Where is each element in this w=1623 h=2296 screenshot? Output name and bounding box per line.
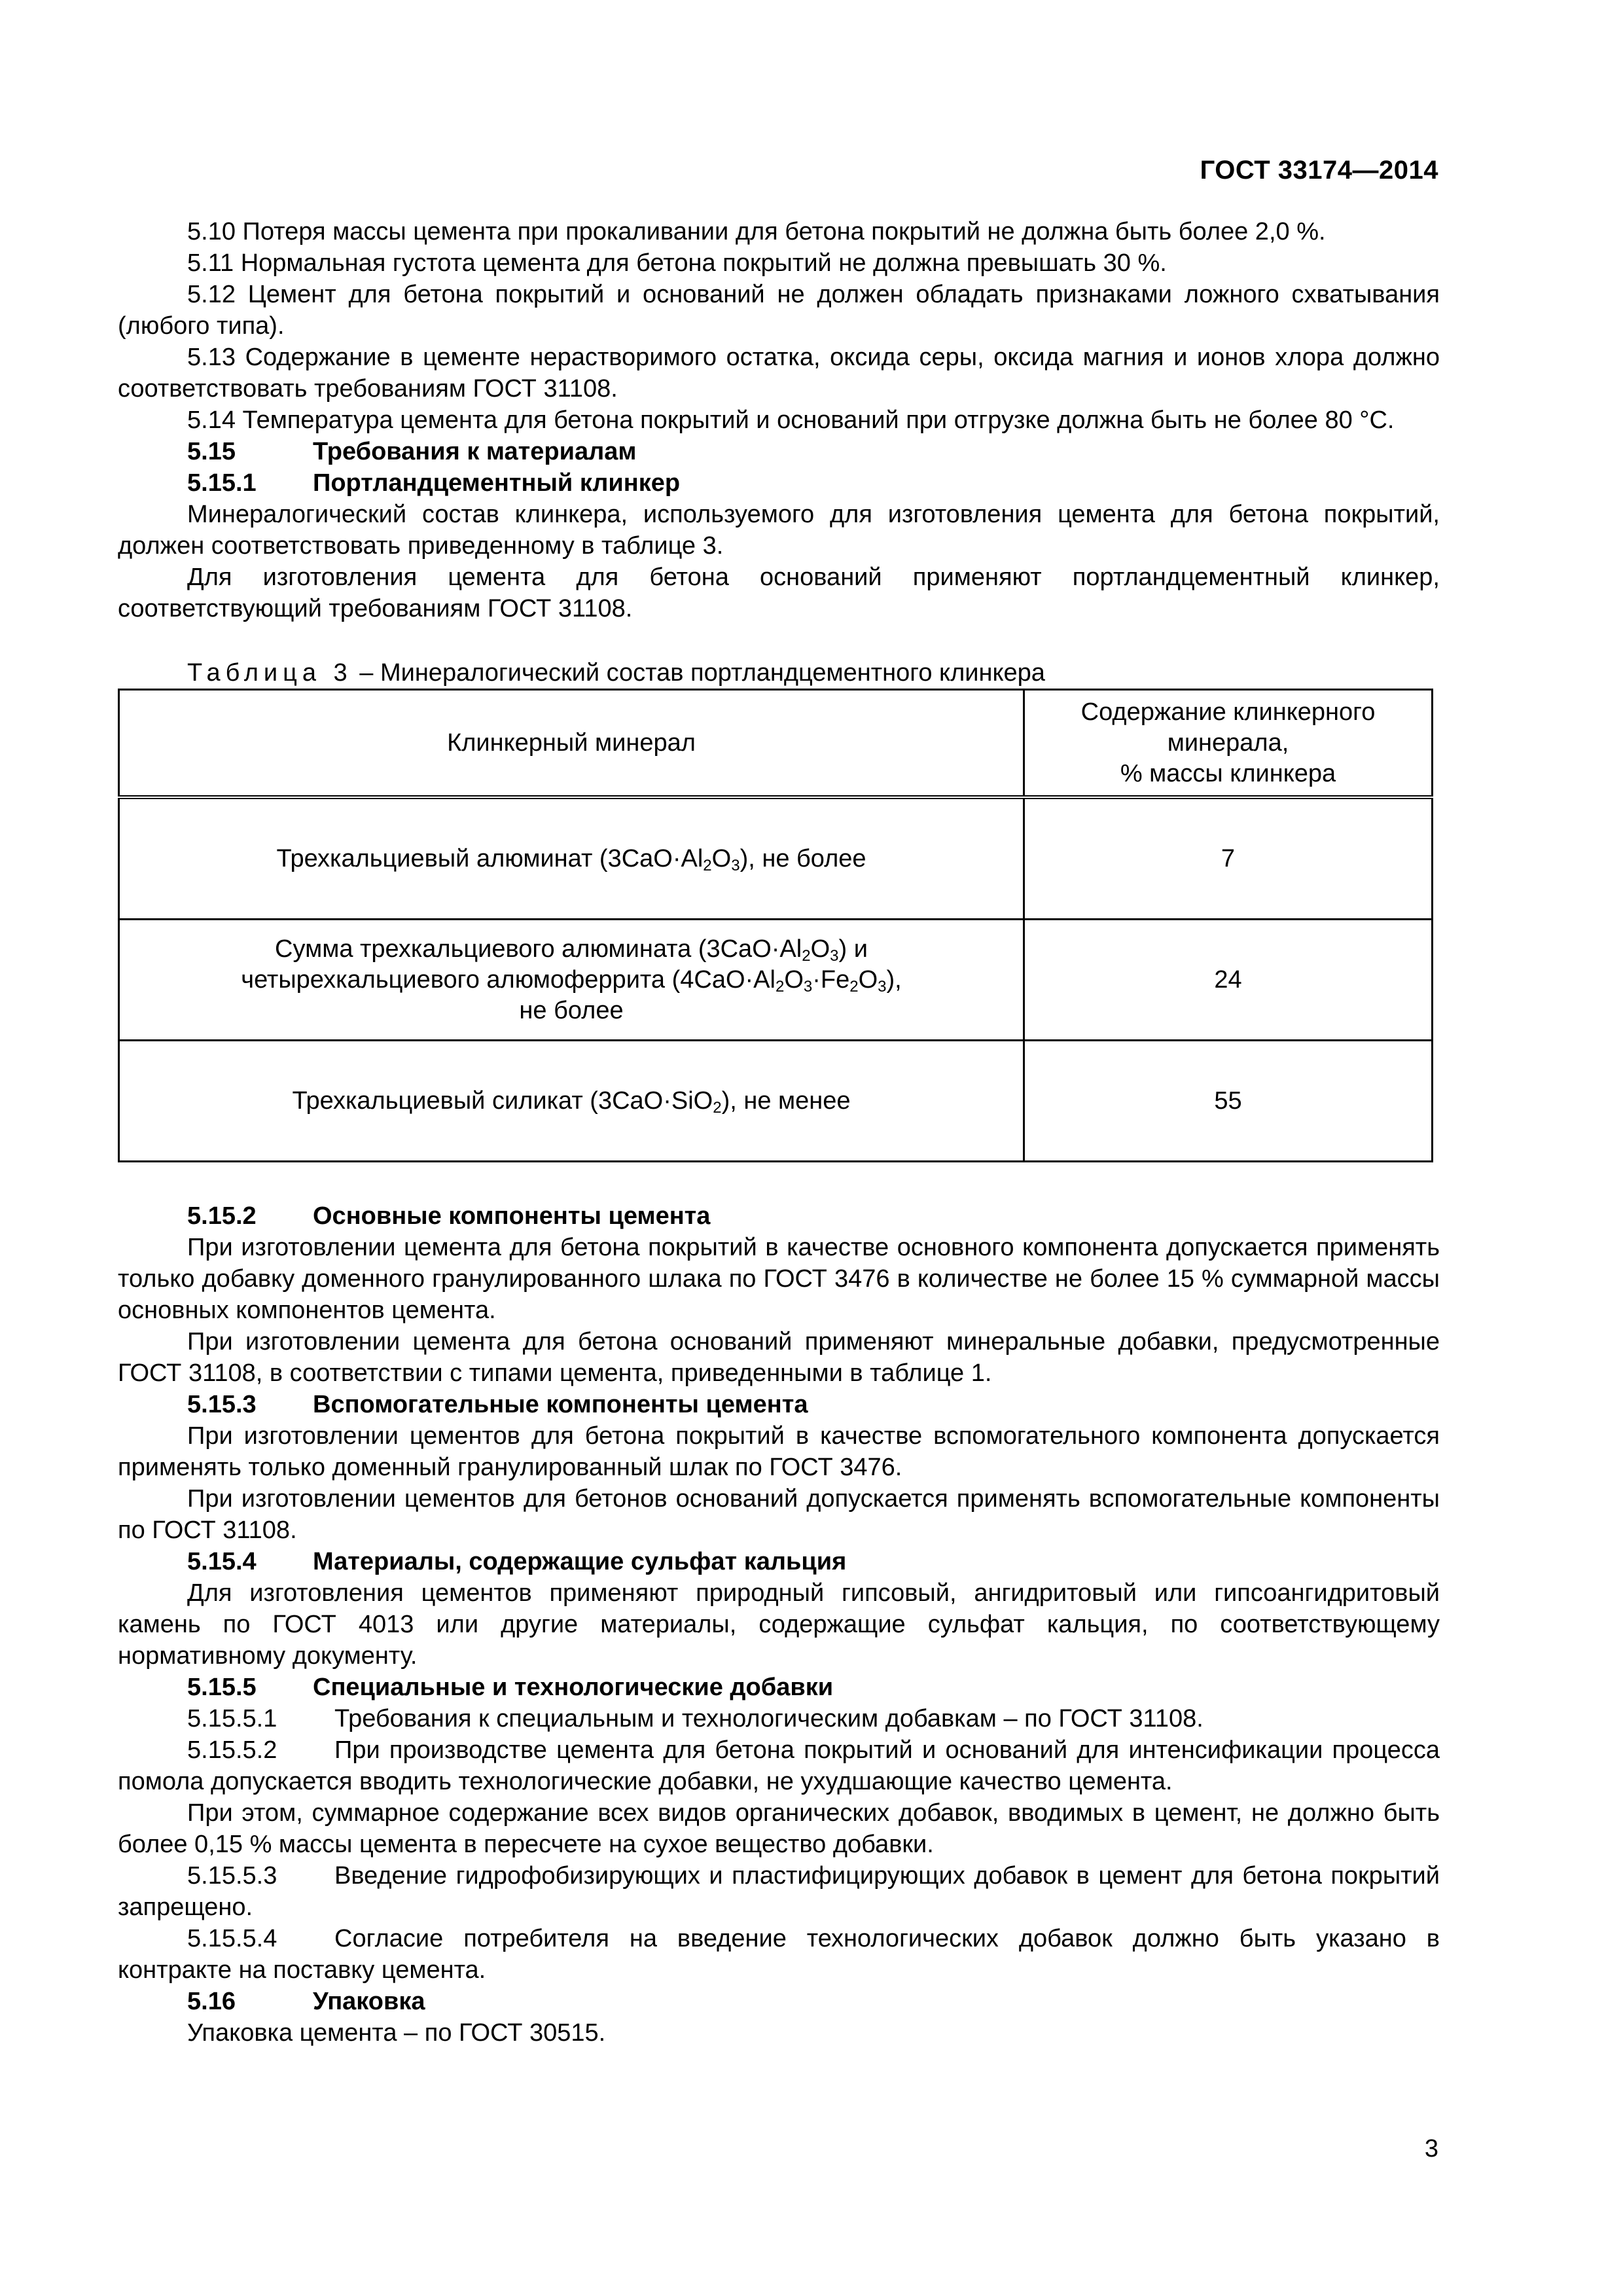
heading-number: 5.15.5 — [187, 1674, 257, 1701]
clause-5-15-5-1 — [118, 1703, 1440, 1734]
table-3-caption — [118, 657, 1440, 689]
clause-number: 5.15.5.2 — [187, 1736, 277, 1764]
table-cell-value: 7 — [1024, 797, 1433, 920]
heading-title: Требования к материалам — [313, 438, 637, 465]
clause-5-16: Упаковка цемента – по ГОСТ 30515. — [187, 2019, 606, 2047]
clause-5-15-1-a: Минералогический состав клинкера, используемого для изготовления цемента для бетона покрытий, должен соответствовать приведенному в таблице 3. — [118, 501, 1440, 560]
table-cell-mineral: Трехкальциевый алюминат $(3CaO\cdot Al_2O_3)$, не более — [119, 797, 1024, 920]
clause-5-15-5-4 — [118, 1923, 1440, 1986]
heading-number: 5.16 — [187, 1988, 236, 2015]
heading-title: Вспомогательные компоненты цемента — [313, 1391, 808, 1418]
table-header-content — [1024, 690, 1433, 798]
heading-5-15-3 — [118, 1389, 1440, 1420]
heading-5-15-2 — [118, 1200, 1440, 1232]
clause-5-13: 5.13 Содержание в цементе нерастворимого остатка, оксида серы, оксида магния и ионов хлора должно соответствовать требованиям ГОСТ 31108. — [118, 344, 1440, 403]
heading-title: Портландцементный клинкер — [313, 469, 681, 497]
clause-5-15-3-b: При изготовлении цементов для бетонов оснований допускается применять вспомогательные компоненты по ГОСТ 31108. — [118, 1485, 1440, 1544]
heading-title: Упаковка — [313, 1988, 425, 2015]
clause-5-15-2-b: При изготовлении цемента для бетона оснований применяют минеральные добавки, предусмотренные ГОСТ 31108, в соответствии с типами цемента, приведенными в таблице 1. — [118, 1328, 1440, 1387]
clause-5-15-1-b: Для изготовления цемента для бетона оснований применяют портландцементный клинкер, соответствующий требованиям ГОСТ 31108. — [118, 564, 1440, 622]
page-content — [118, 216, 1440, 2049]
clause-5-15-3-a: При изготовлении цементов для бетона покрытий в качестве вспомогательного компонента допускается применять только доменный гранулированный шлак по ГОСТ 3476. — [118, 1422, 1440, 1481]
table-cell-mineral: Сумма трехкальциевого алюмината $(3CaO\cdot Al_2O_3)$ и четырехкальциевого алюмоферрита $(4CaO\cdot Al_2O_3\cdot Fe_2O_3)$, не более — [119, 920, 1024, 1041]
table-header-mineral: Клинкерный минерал — [119, 690, 1024, 798]
heading-title: Материалы, содержащие сульфат кальция — [313, 1548, 847, 1575]
heading-number: 5.15 — [187, 438, 236, 465]
heading-number: 5.15.2 — [187, 1202, 257, 1230]
clause-text: Введение гидрофобизирующих и пластифицирующих добавок в цемент для бетона покрытий запрещено. — [118, 1862, 1440, 1921]
table-row — [119, 797, 1433, 920]
table-caption-text: – Минералогический состав портландцементного клинкера — [359, 659, 1045, 687]
table-row — [119, 920, 1433, 1041]
table-caption-label: Таблица 3 — [187, 659, 353, 687]
table-cell-mineral: Трехкальциевый силикат (3CaO·SiO$_2$), не менее — [119, 1041, 1024, 1162]
heading-5-15 — [118, 436, 1440, 467]
table-header-row — [119, 690, 1433, 798]
clause-5-10: 5.10 Потеря массы цемента при прокаливании для бетона покрытий не должна быть более 2,0 %. — [187, 218, 1326, 245]
table-cell-value: 55 — [1024, 1041, 1433, 1162]
clause-5-15-4: Для изготовления цементов применяют природный гипсовый, ангидритовый или гипсоангидритовый камень по ГОСТ 4013 или другие материалы, содержащие сульфат кальция, по соответствующему нормативному документу. — [118, 1579, 1440, 1670]
heading-5-16 — [118, 1986, 1440, 2017]
clause-text: Согласие потребителя на введение технологических добавок должно быть указано в контракте на поставку цемента. — [118, 1925, 1440, 1984]
clause-5-12: 5.12 Цемент для бетона покрытий и оснований не должен обладать признаками ложного схватывания (любого типа). — [118, 281, 1440, 340]
heading-5-15-5 — [118, 1672, 1440, 1703]
heading-number: 5.15.1 — [187, 469, 257, 497]
clause-5-15-5-2 — [118, 1734, 1440, 1797]
page-number: 3 — [1424, 2135, 1438, 2162]
document-header-id: ГОСТ 33174—2014 — [1200, 156, 1438, 185]
clause-5-14: 5.14 Температура цемента для бетона покрытий и оснований при отгрузке должна быть не более 80 °С. — [187, 406, 1395, 434]
clause-number: 5.15.5.3 — [187, 1862, 277, 1890]
header-line-1: Содержание клинкерного — [1080, 698, 1376, 726]
header-line-3: % массы клинкера — [1120, 759, 1336, 787]
heading-5-15-1 — [118, 467, 1440, 499]
clause-5-15-5-2-b: При этом, суммарное содержание всех видов органических добавок, вводимых в цемент, не должно быть более 0,15 % массы цемента в пересчете на сухое вещество добавки. — [118, 1799, 1440, 1858]
heading-number: 5.15.4 — [187, 1548, 257, 1575]
clause-text: При производстве цемента для бетона покрытий и оснований для интенсификации процесса помола допускается вводить технологические добавки, не ухудшающие качество цемента. — [118, 1736, 1440, 1795]
clause-5-11: 5.11 Нормальная густота цемента для бетона покрытий не должна превышать 30 %. — [187, 249, 1167, 277]
heading-5-15-4 — [118, 1546, 1440, 1577]
table-cell-value: 24 — [1024, 920, 1433, 1041]
clause-number: 5.15.5.1 — [187, 1705, 277, 1732]
heading-title: Специальные и технологические добавки — [313, 1674, 834, 1701]
clause-5-15-5-3 — [118, 1860, 1440, 1923]
table-row — [119, 1041, 1433, 1162]
table-3 — [118, 689, 1433, 1162]
heading-number: 5.15.3 — [187, 1391, 257, 1418]
clause-text: Требования к специальным и технологическим добавкам – по ГОСТ 31108. — [334, 1705, 1204, 1732]
heading-title: Основные компоненты цемента — [313, 1202, 711, 1230]
clause-5-15-2-a: При изготовлении цемента для бетона покрытий в качестве основного компонента допускается применять только добавку доменного гранулированного шлака по ГОСТ 3476 в количестве не более 15 % суммарной массы основных компонентов цемента. — [118, 1234, 1440, 1324]
clause-number: 5.15.5.4 — [187, 1925, 277, 1952]
header-line-2: минерала, — [1167, 728, 1289, 757]
